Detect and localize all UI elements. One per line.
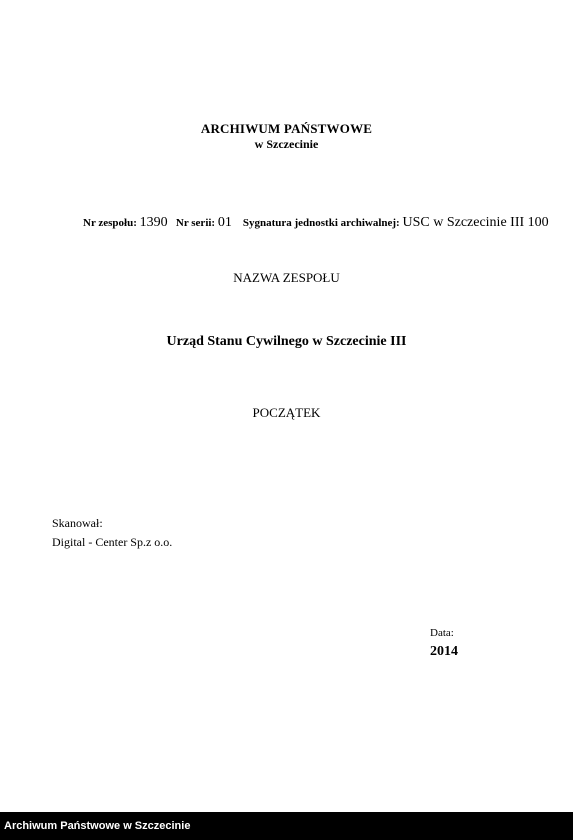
footer-archive-name: Archiwum Państwowe w Szczecinie [4, 820, 191, 832]
archival-metadata-row [83, 215, 549, 231]
scanner-company: Digital - Center Sp.z o.o. [52, 535, 173, 549]
fonds-name-label: NAZWA ZESPOŁU [233, 270, 340, 285]
signature-value: USC w Szczecinie III 100 [402, 215, 549, 230]
archive-city: w Szczecinie [254, 137, 319, 151]
date-year: 2014 [430, 644, 458, 659]
signature-label: Sygnatura jednostki archiwalnej: [242, 217, 400, 229]
series-number-label: Nr serii: [175, 217, 216, 229]
zespol-number-label: Nr zespołu: [83, 217, 137, 229]
date-label: Data: [430, 627, 454, 639]
footer-bar [0, 812, 573, 840]
scanned-by-label: Skanował: [52, 516, 103, 530]
archive-title: ARCHIWUM PAŃSTWOWE [200, 121, 373, 136]
fonds-name: Urząd Stanu Cywilnego w Szczecinie III [166, 334, 407, 349]
section-marker: POCZĄTEK [252, 405, 321, 420]
zespol-number-value: 1390 [139, 215, 168, 230]
series-number-value: 01 [217, 215, 232, 230]
